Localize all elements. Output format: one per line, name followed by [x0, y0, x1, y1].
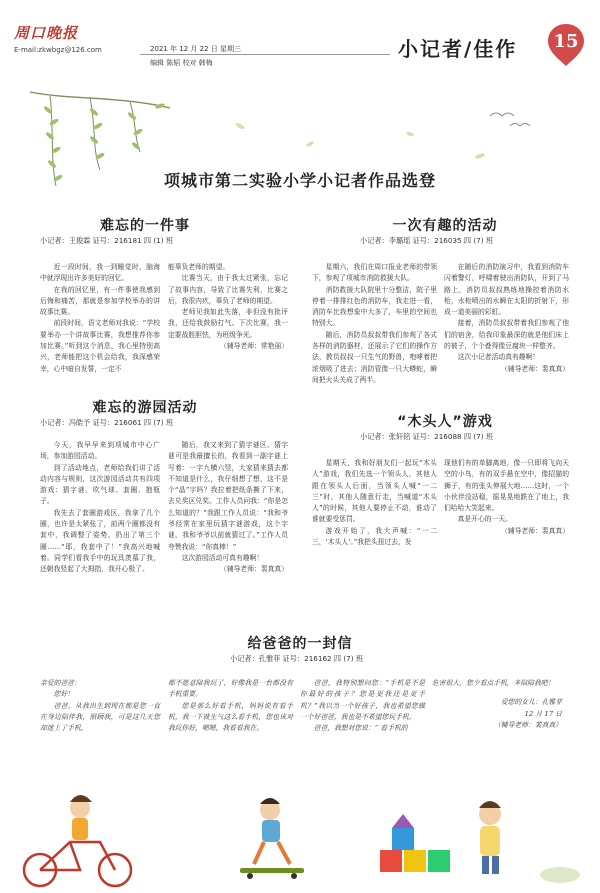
paragraph: 随后，我又来到了猜字谜区。猜字谜可是我最擅长的，我看到一副字谜上写着：一字九横六竖，大家猜来猜去都不知道是什么，我仔细想了想，这不是个“晶”字吗？我拉着把纸条撕了下来，去兑奖区兑奖。工作人员问我：“你是怎么知道的？”我跟工作人员说：“我和爷爷经常在家里玩猜字谜游戏，这个字谜，我和爷爷以前就猜过了。”工作人员夸赞我说：“你真棒！” [168, 441, 288, 551]
newspaper-logo: 周口晚报 [14, 24, 79, 42]
article-a3-column-2 [168, 440, 288, 576]
tutor-credit: （辅导老师：裴真真） [501, 364, 569, 373]
paragraph: 这次游园活动可真有趣啊！ [181, 553, 264, 562]
article-title-a1: 难忘的一件事 [100, 218, 190, 234]
tutor-credit: （辅导老师：裴真真） [501, 526, 569, 535]
paragraph: 前段时间，语文老师对我说：“学校要举办一个讲故事比赛，我想推荐你参加比赛。”听到这个消息，我心里特别高兴，老师能把这个机会给我，我深感荣幸，心中暗自发誓，一定不 [40, 319, 160, 373]
article-byline-a3: 小记者：冯皓予 证号：216061 四 (7) 班 [40, 418, 174, 427]
child-figure-icon [479, 801, 501, 874]
letter-salutation: 亲爱的爸爸： [40, 679, 81, 687]
paragraph: 比赛当天，由于我太过紧张，忘记了故事内容，导致了比赛失利，比赛之后，我很内疚，辜负了老师的期望。 [168, 274, 288, 305]
paragraph: 星期天，我和好朋友们一起玩“木头人”游戏，我们先选一个领头人，其他人跟在领头人后面，当领头人喊“一二三”时，其他人随意行走，当喊道“木头人”的时候，其他人要停止不动，谁动了谁就要受惩罚。 [312, 459, 437, 524]
page-main-title: 项城市第二实验小学小记者作品选登 [163, 171, 436, 190]
article-title-a5: 给爸爸的一封信 [247, 636, 353, 652]
tutor-credit: （辅导老师：裴真真） [220, 565, 288, 574]
article-title-a2: 一次有趣的活动 [392, 218, 498, 234]
paragraph: 今天，我早早来到项城市中心广场，参加游园活动。 [40, 441, 160, 461]
masthead [0, 0, 600, 78]
article-a1-column-2 [168, 262, 288, 352]
paragraph: 到了活动地点，老师给我们讲了活动内容与规则，这次游园活动共有四项游戏：猜字谜、吹气球、套圈、抱瓶子。 [40, 463, 160, 506]
article-byline-a5: 小记者：孔雅菲 证号：216162 四 (7) 班 [230, 654, 364, 663]
bicycle-icon [24, 795, 131, 886]
article-byline-a4: 小记者：张轩铭 证号：216088 四 (7) 班 [360, 432, 494, 441]
paragraph: 都不愿意陪我玩了，好像我是一台都没有手机重要。 [168, 679, 293, 699]
article-a5-column-3 [300, 678, 425, 734]
article-a5-column-4 [432, 678, 562, 731]
article-a4-column-2 [444, 458, 569, 537]
paragraph: 爸爸，我想对您说：“ 看手机的 [313, 724, 408, 733]
paragraph: 随后，消防员叔叔带我们参观了各式各样的消防器材，还展示了它们的操作方法，教员叔叔一只生气的野兽，咆哮着把浓烟吸了进去；消防管像一只大蟒蛇，瞬间把火头关成了两半。 [312, 330, 437, 384]
contact-email: E-mail:zkwbgz@126.com [14, 46, 102, 54]
article-a3-column-1 [40, 440, 160, 576]
paragraph: 您是那么好看手机，妈妈说有看手机，我一下就生气这么看手机，您也该对我玩你好，嗯嗯，我看看我在。 [168, 701, 293, 733]
paragraph: 接着，消防员叔叔带着我们参观了他们的宿舍，给我印象最深的就是他们床上的被子，个个叠得像豆腐块一样整齐。 [444, 319, 569, 351]
article-title-a4: “木头人”游戏 [397, 414, 493, 430]
article-a5-column-1 [40, 678, 160, 734]
paragraph: 消防救援大队院里十分整洁，院子里停着一排排红色的消防车，我走进一看，消防车比我想象中大多了，车里的空间也特别大。 [312, 285, 437, 328]
tutor-credit: （辅导老师：常艳丽） [220, 342, 288, 351]
editors-line: 编辑 陈韬 校对 韩梅 [150, 59, 213, 67]
letter-date: 12 月 17 日 [524, 709, 562, 718]
article-byline-a2: 小记者：李璐瑶 证号：216035 四 (7) 班 [360, 236, 494, 245]
paragraph: 您好！ [53, 690, 74, 699]
skateboard-icon [240, 798, 304, 879]
page-number: 15 [553, 31, 579, 52]
paragraph: 星期六，我们在周口报业老师的带领下，参观了项城市消防救援大队。 [312, 263, 437, 283]
children-playing-illustration [0, 780, 600, 893]
paragraph: 近一段时间，我一到睡觉时，脑海中就浮现出许多美好的回忆。 [40, 263, 160, 283]
paragraph: 我先去了套圈游戏区，我拿了几个圈，也许是太紧张了，前两个圈都没有套中，我调整了姿势，扔出了第三个圈……“耶，我套中了！”我高兴地喊着。同学们看我手中的玩具羡慕了我，还朝我竖起了大拇指，我开心极了。 [40, 508, 160, 574]
paragraph: 这次小记者活动真有趣啊！ [457, 353, 540, 362]
paragraph: 现他们有的单脚离地，像一只即将飞向天空的小鸟，有的双手悬在空中，像招猫的狮子，有的张头伸展大地……这时，一个小伙伴没站稳，摇晃晃地跌在了地上，我们哈哈大笑起来。 [444, 459, 569, 513]
page-number-badge [546, 22, 586, 68]
article-a2-column-2 [444, 262, 569, 375]
issue-date: 2021 年 12 月 22 日 星期三 [150, 45, 241, 53]
article-a2-column-1 [312, 262, 437, 386]
article-title-a3: 难忘的游园活动 [92, 400, 198, 416]
paragraph: 游戏开始了，我大声喊：“一二三，‘木头人’。”我把头扭过去，发 [312, 526, 437, 547]
article-a4-column-1 [312, 458, 437, 548]
section-title: 小记者/佳作 [398, 37, 518, 61]
paragraph: 能辜负老师的期望。 [168, 263, 230, 271]
paragraph: 爸爸，我特别想问您：“手机是不是你最好的孩子？您是更我还是更手机？”我以当一个好孩子，我也希望您做一个好爸爸，我也是不希望您玩手机。 [300, 679, 425, 721]
toy-blocks-icon [380, 814, 450, 872]
letter-signature: 爱您的女儿：孔雅菲 [500, 698, 562, 707]
paragraph: 老师见我如此失落，非但没有批评我，还给我鼓励打气。下次比赛，我一定要战胜胆怯，为班级争光。 [168, 308, 288, 339]
article-a1-column-1 [40, 262, 160, 375]
paragraph: 在随后的消防演习中，我看到消防车闪着警灯，呼啸着驶出消防队，开到了马路上，消防员叔叔熟练地操控着消防水枪，水枪喷出的水瞬在太阳的折射下，形成一道美丽的彩虹。 [444, 263, 569, 317]
paragraph: 危害很大，您少看点手机，多陪陪我吧！ [432, 679, 555, 687]
header-divider [140, 54, 390, 55]
article-a5-column-2 [168, 678, 293, 734]
paragraph: 在我的回忆里，有一件事使我感到后悔和痛苦，那就是参加学校举办的讲故事比赛。 [40, 285, 160, 317]
paragraph: 爸爸，从我出生到现在都是您一直在身边陪伴我，照顾我，可是这几天您却迷上了手机， [40, 701, 160, 733]
tutor-credit: （辅导老师：裴真真） [494, 720, 562, 729]
article-byline-a1: 小记者：王俊霖 证号：216181 四 (1) 班 [40, 236, 174, 245]
paragraph: 真是开心的一天。 [457, 515, 512, 524]
